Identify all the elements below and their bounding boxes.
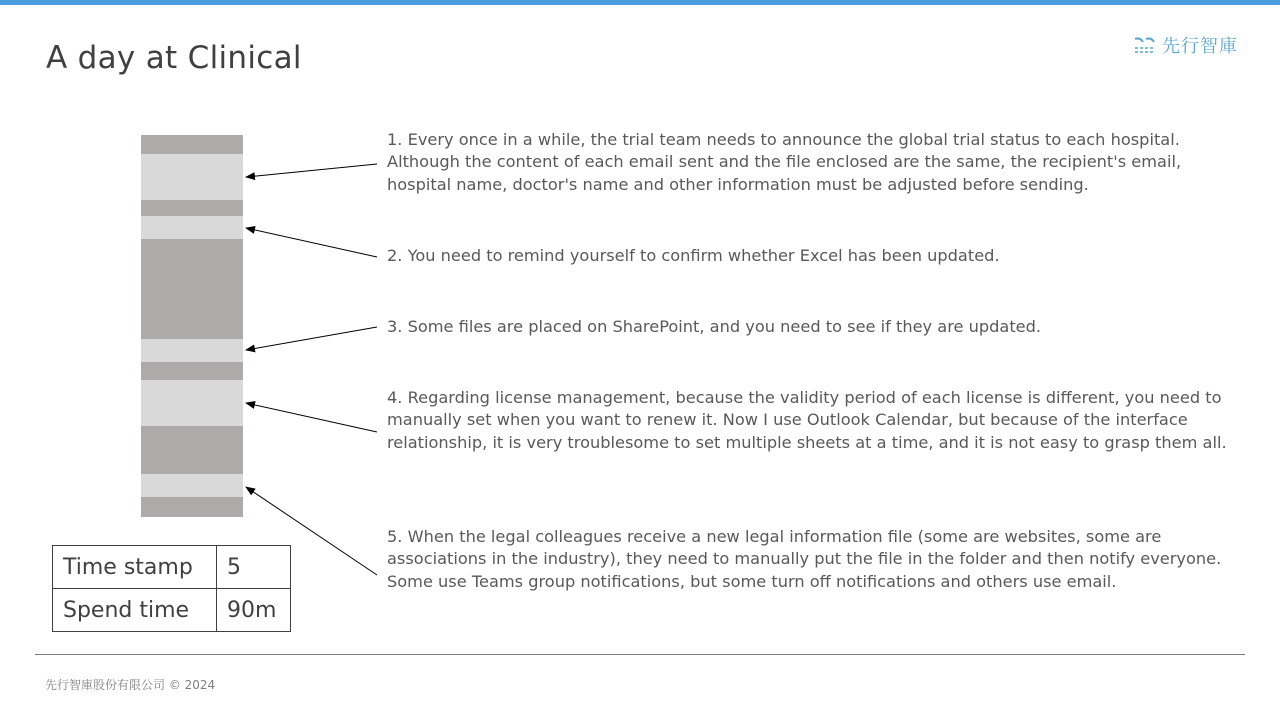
note-3: 3. Some files are placed on SharePoint, and you need to see if they are updated. [387, 317, 1042, 336]
time-stamp-value: 5 [217, 546, 291, 589]
note-2: 2. You need to remind yourself to confirm whether Excel has been updated. [387, 246, 1000, 265]
arrow-2 [246, 228, 377, 257]
footer-copyright: 先行智庫股份有限公司 © 2024 [45, 678, 216, 692]
timeline-segment-5 [141, 474, 243, 497]
summary-table [52, 545, 291, 632]
table-row [53, 546, 291, 589]
timeline-segment-3 [141, 339, 243, 362]
timeline-segment-2 [141, 216, 243, 239]
slide-title: A day at Clinical [46, 40, 302, 76]
table-row [53, 589, 291, 632]
timeline-segment-1 [141, 154, 243, 200]
time-stamp-label: Time stamp [53, 546, 217, 589]
note-1: 1. Every once in a while, the trial team needs to announce the global trial status to each hospital. Although the content of each email sent and the file enclosed are the same, the recipient's email, hospital name, doctor's name and other information must be adjusted before sending. [387, 130, 1182, 194]
note-4: 4. Regarding license management, because the validity period of each license is different, you need to manually set when you want to renew it. Now I use Outlook Calendar, but because of the interface relationship, it is very troublesome to set multiple sheets at a time, and it is not easy to grasp them all. [387, 388, 1227, 452]
top-accent-bar [0, 0, 1280, 5]
arrow-1 [246, 164, 377, 177]
swirl-logo-icon [1134, 35, 1156, 55]
timeline-segment-4 [141, 380, 243, 426]
footer-divider [35, 654, 1245, 655]
spend-time-label: Spend time [53, 589, 217, 632]
company-logo [1134, 33, 1238, 57]
day-timeline-bar [141, 135, 243, 517]
arrow-4 [246, 403, 377, 432]
spend-time-value: 90m [217, 589, 291, 632]
arrow-3 [246, 327, 377, 350]
note-5: 5. When the legal colleagues receive a new legal information file (some are websites, some are associations in the industry), they need to manually put the file in the folder and then notify everyone. Some use Teams group notifications, but some turn off notifications and others use email. [387, 527, 1222, 591]
logo-text: 先行智庫 [1162, 36, 1238, 57]
